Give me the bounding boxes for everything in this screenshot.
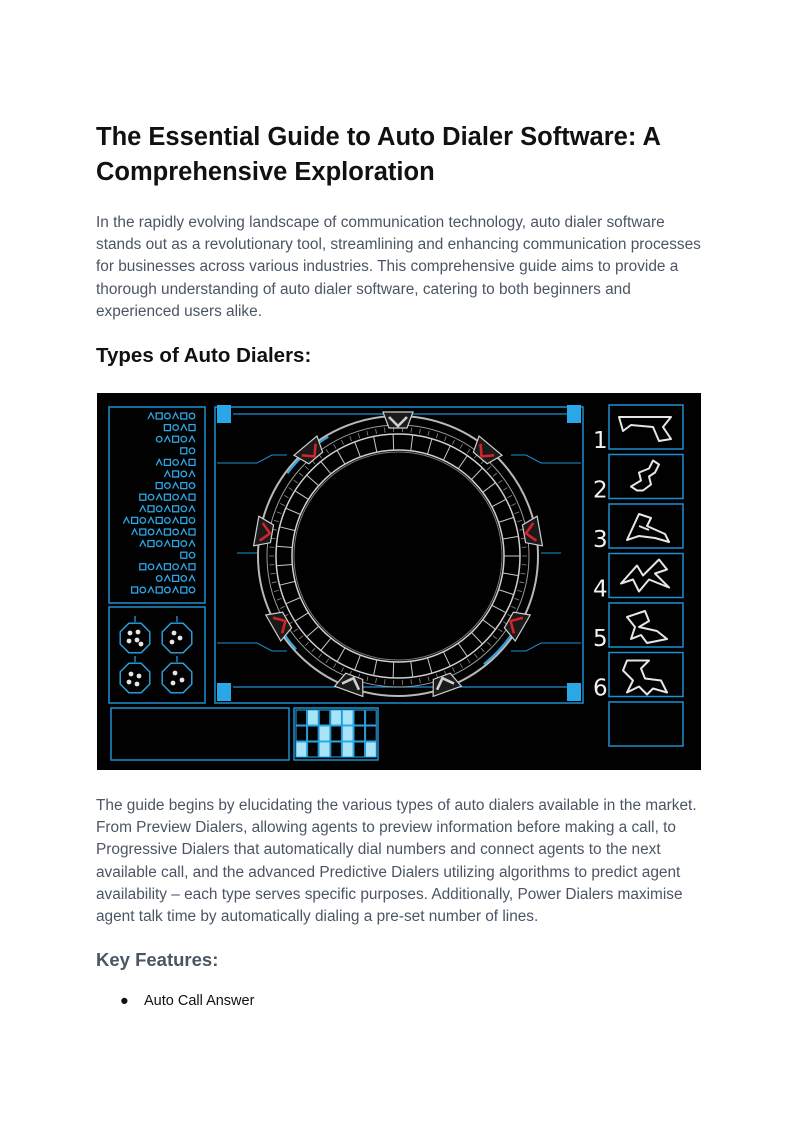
features-list — [96, 990, 254, 1012]
frame-corner-tr — [567, 405, 581, 423]
list-item — [96, 990, 254, 1012]
symbol-number: 3 — [593, 527, 608, 553]
symbol-number: 1 — [593, 428, 608, 454]
stargate-dialer-illustration — [97, 393, 701, 770]
chevron-lock-panel — [109, 607, 205, 703]
symbol-number: 4 — [593, 576, 608, 603]
frame-corner-br — [567, 683, 581, 701]
symbol-numbers — [593, 428, 608, 702]
intro-paragraph: In the rapidly evolving landscape of communication technology, auto dialer software stands out as a revolutionary tool, streamlining and enhancing communication processes for businesses across various industries. This comprehensive guide aims to provide a thorough understanding of auto dialer software, catering to both beginners and experienced users alike. — [96, 214, 701, 320]
gate-ring — [254, 412, 543, 696]
dial-grid — [294, 708, 378, 760]
glyph-rows — [123, 413, 195, 593]
document-title: The Essential Guide to Auto Dialer Software: A Comprehensive Exploration — [96, 123, 660, 186]
types-paragraph: The guide begins by elucidating the various types of auto dialers available in the market. From Preview Dialers, allowing agents to preview information before making a call, to Progressive Dialers that automatically dial numbers and connect agents to the next available call, and the advanced Predictive Dialers utilizing algorithms to predict agent availability – each type serves specific purposes. Additionally, Power Dialers maximise agent talk time by automatically dialing a pre-set number of lines. — [96, 797, 697, 926]
symbol-number: 6 — [593, 675, 608, 702]
features-heading: Key Features: — [96, 949, 219, 970]
list-item-text: Auto Call Answer — [144, 993, 255, 1009]
frame-corner-bl — [217, 683, 231, 701]
types-heading: Types of Auto Dialers: — [96, 344, 312, 367]
address-display-panel — [111, 708, 289, 760]
glyph-list-panel — [109, 407, 205, 603]
frame-corner-tl — [217, 405, 231, 423]
symbol-number: 2 — [593, 477, 608, 504]
symbol-number: 5 — [593, 626, 608, 652]
bullet-icon: ● — [120, 993, 129, 1009]
symbol-boxes — [609, 405, 683, 746]
chevron-lock-octagons — [120, 616, 192, 693]
